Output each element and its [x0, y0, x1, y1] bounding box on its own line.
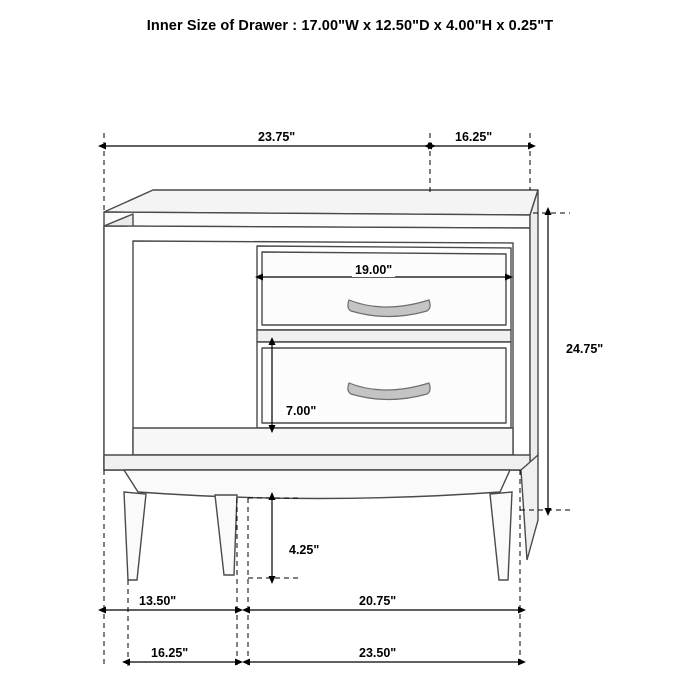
- dim-label-bottom-right-span: 23.50": [356, 646, 399, 660]
- dim-label-bottom-left-span: 16.25": [148, 646, 191, 660]
- right-side-panel: [530, 190, 538, 470]
- base-rail: [104, 455, 530, 470]
- dim-label-top-left-span: 23.75": [255, 130, 298, 144]
- drawer-divider: [257, 330, 511, 342]
- leg-back-right: [521, 455, 538, 560]
- dim-label-foot-front-depth: 13.50": [136, 594, 179, 608]
- dim-label-leg-height: 4.25": [286, 543, 322, 557]
- page-title: Inner Size of Drawer : 17.00"W x 12.50"D x 4.00"H x 0.25"T: [146, 18, 554, 34]
- dim-label-top-right-span: 16.25": [452, 130, 495, 144]
- table-top: [104, 190, 538, 215]
- leg-front-right: [490, 492, 512, 580]
- dim-label-drawer-height: 7.00": [283, 404, 319, 418]
- leg-front-left: [124, 492, 146, 580]
- dim-label-overall-height: 24.75": [563, 342, 606, 356]
- dim-label-drawer-width: 19.00": [352, 263, 395, 277]
- dim-label-base-depth: 20.75": [356, 594, 399, 608]
- skirt: [124, 470, 510, 499]
- leg-back-left: [215, 495, 237, 575]
- bottom-apron: [133, 428, 513, 455]
- nightstand-body: [104, 190, 538, 499]
